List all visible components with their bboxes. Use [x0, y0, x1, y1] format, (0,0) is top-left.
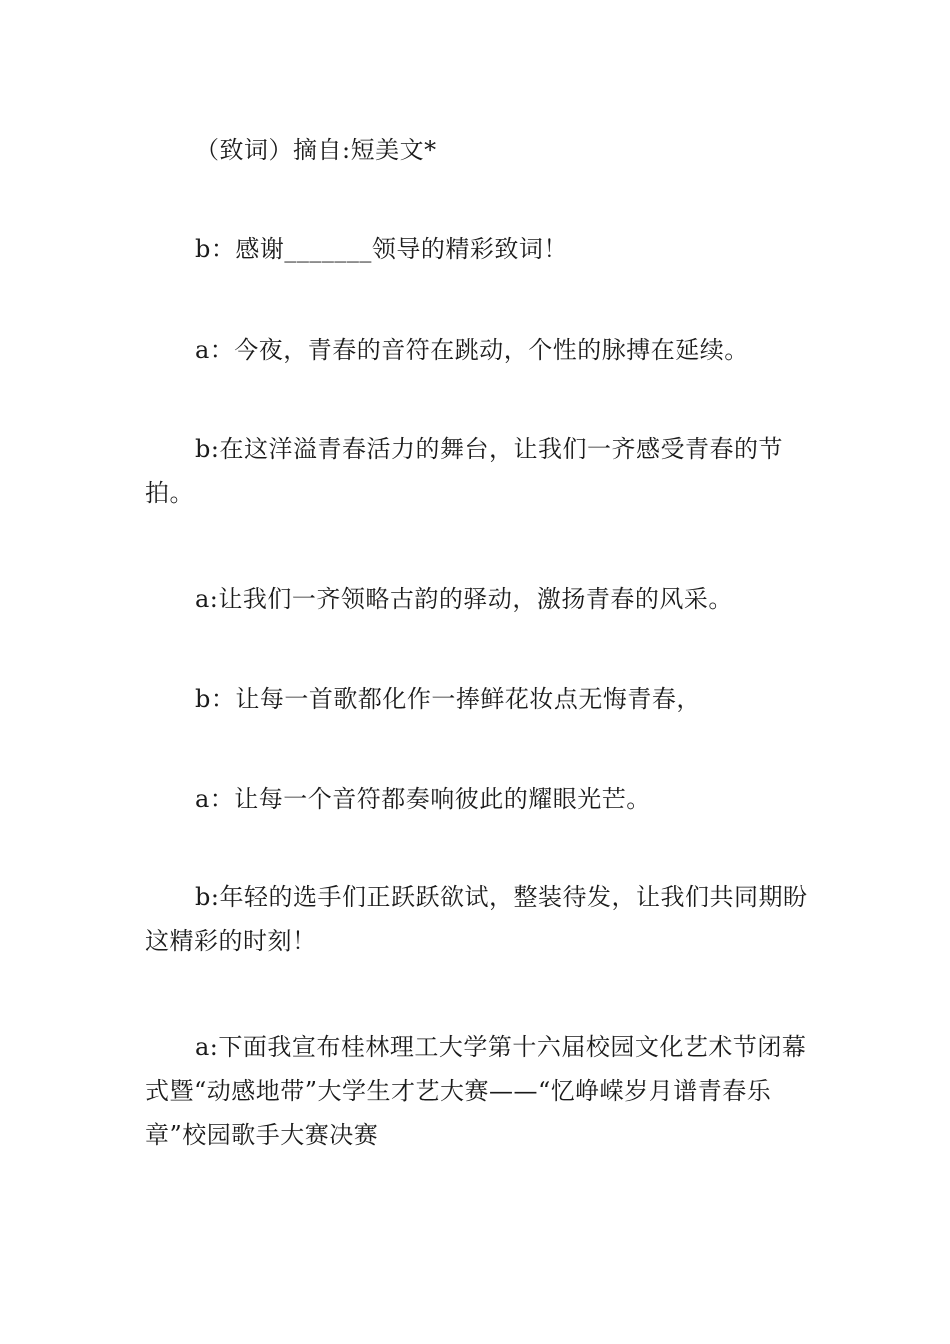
paragraph-contestants: b:年轻的选手们正跃跃欲试，整装待发，让我们共同期盼这精彩的时刻！	[145, 883, 808, 955]
paragraph-every-note: a：让每一个音符都奏响彼此的耀眼光芒。	[195, 785, 651, 813]
paragraph-announcement: a:下面我宣布桂林理工大学第十六届校园文化艺术节闭幕式暨“动感地带”大学生才艺大赛——“忆峥嵘岁月谱青春乐章”校园歌手大赛决赛	[145, 1033, 807, 1149]
paragraph-ancient-charm: a:让我们一齐领略古韵的驿动，激扬青春的风采。	[195, 585, 733, 613]
paragraph-source-note: （致词）摘自:短美文*	[195, 136, 437, 164]
paragraph-every-song: b：让每一首歌都化作一捧鲜花妆点无悔青春，	[195, 685, 701, 713]
paragraph-stage: b:在这洋溢青春活力的舞台，让我们一齐感受青春的节拍。	[145, 435, 783, 507]
paragraph-tonight: a：今夜，青春的音符在跳动，个性的脉搏在延续。	[195, 336, 749, 364]
paragraph-thanks: b：感谢_______领导的精彩致词！	[195, 235, 568, 263]
